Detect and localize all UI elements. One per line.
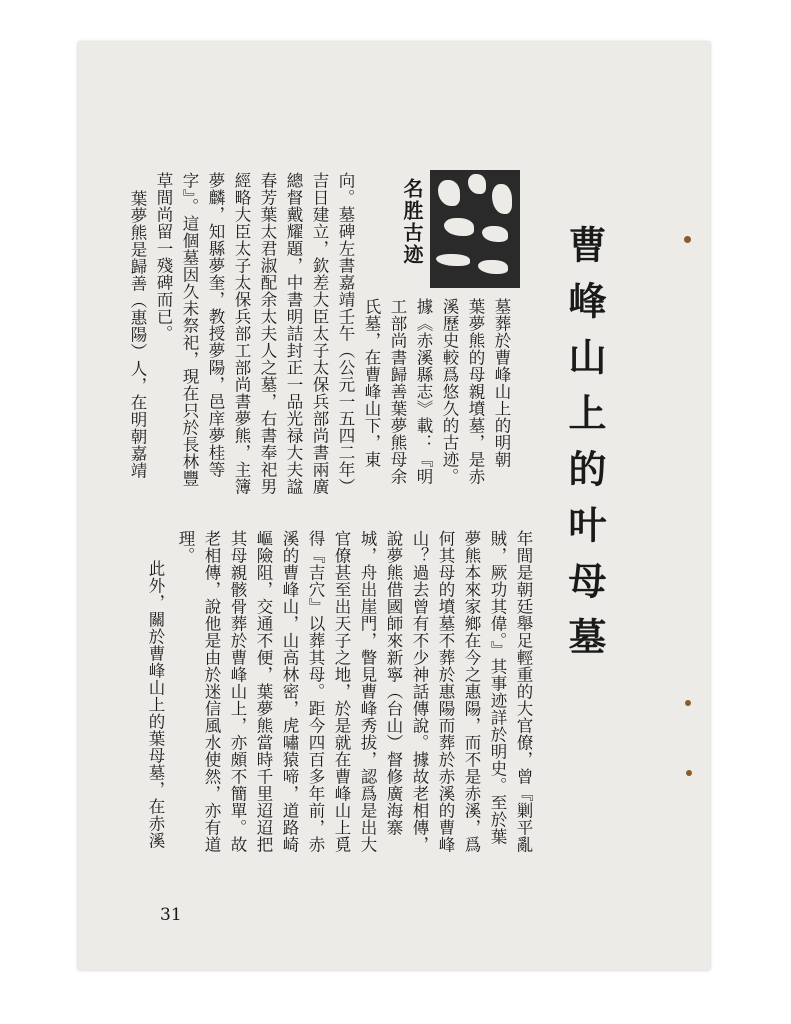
text-column: 工部尚書歸善葉夢熊母余: [388, 298, 407, 485]
woodcut-illustration: [430, 170, 520, 288]
text-column: 說夢熊借國師來新寧（台山）督修廣海寨: [384, 530, 403, 836]
text-column: 經略大臣太子太保兵部工部尚書夢熊，主簿: [232, 172, 251, 495]
rust-spot: [685, 700, 691, 706]
text-column: 得『吉穴』以葬其母。距今四百多年前，赤: [306, 530, 325, 853]
section-label: 名胜古迹: [400, 178, 424, 266]
text-column: 何其母的墳墓不葬於惠陽而葬於赤溪的曹峰: [436, 530, 455, 853]
text-column: 葉夢熊是歸善（惠陽）人，在明朝嘉靖: [128, 190, 147, 479]
text-column: 賊，厥功其偉。』其事迹詳於明史。至於葉: [488, 530, 507, 845]
text-column: 其母親骸骨葬於曹峰山上，亦頗不簡單。故: [228, 530, 247, 853]
text-column: 夢熊本來家鄉在今之惠陽，而不是赤溪，爲: [462, 530, 481, 853]
text-column: 草間尚留一殘碑而已。: [154, 172, 173, 342]
text-column: 溪歷史較爲悠久的古迹。: [440, 298, 459, 485]
text-column: 老相傳，說他是由於迷信風水使然，亦有道: [202, 530, 221, 853]
text-column: 此外，關於曹峰山上的葉母墓，在赤溪: [146, 560, 165, 849]
rust-spot: [686, 770, 692, 776]
page-number: 31: [160, 905, 182, 925]
text-column: 墓葬於曹峰山上的明朝: [492, 298, 511, 468]
article-title: 曹峰山上的叶母墓: [562, 225, 607, 673]
text-column: 吉日建立，欽差大臣太子太保兵部尚書兩廣: [310, 172, 329, 495]
text-column: 向。墓碑左書嘉靖壬午（公元一五四二年）: [336, 172, 355, 495]
text-column: 總督戴耀題，中書明詰封正一品光禄大夫諡: [284, 172, 303, 495]
text-column: 春芳葉太君淑配余太夫人之墓，右書奉祀男: [258, 172, 277, 495]
text-column: 城，舟出崖門，瞥見曹峰秀拔，認爲是出大: [358, 530, 377, 853]
text-column: 年間是朝廷舉足輕重的大官僚，曾『剿平亂: [514, 530, 533, 853]
text-column: 夢麟，知縣夢奎，教授夢陽，邑庠夢桂等: [206, 172, 225, 478]
text-column: 葉夢熊的母親墳墓，是赤: [466, 298, 485, 485]
text-column: 理。: [176, 530, 195, 564]
text-column: 嶇險阻，交通不便，葉夢熊當時千里迢迢把: [254, 530, 273, 853]
text-column: 溪的曹峰山，山高林密，虎嘯猿啼，道路崎: [280, 530, 299, 853]
text-column: 字』。這個墓因久未祭祀，現在只於長林豐: [180, 172, 199, 487]
text-column: 氏墓，在曹峰山下，東: [362, 298, 381, 468]
text-column: 官僚甚至出天子之地，於是就在曹峰山上覓: [332, 530, 351, 853]
rust-spot: [684, 236, 691, 243]
text-column: 山？過去曾有不少神話傳說。據故老相傳，: [410, 530, 429, 853]
text-column: 據《赤溪縣志》載：『明: [414, 298, 433, 485]
